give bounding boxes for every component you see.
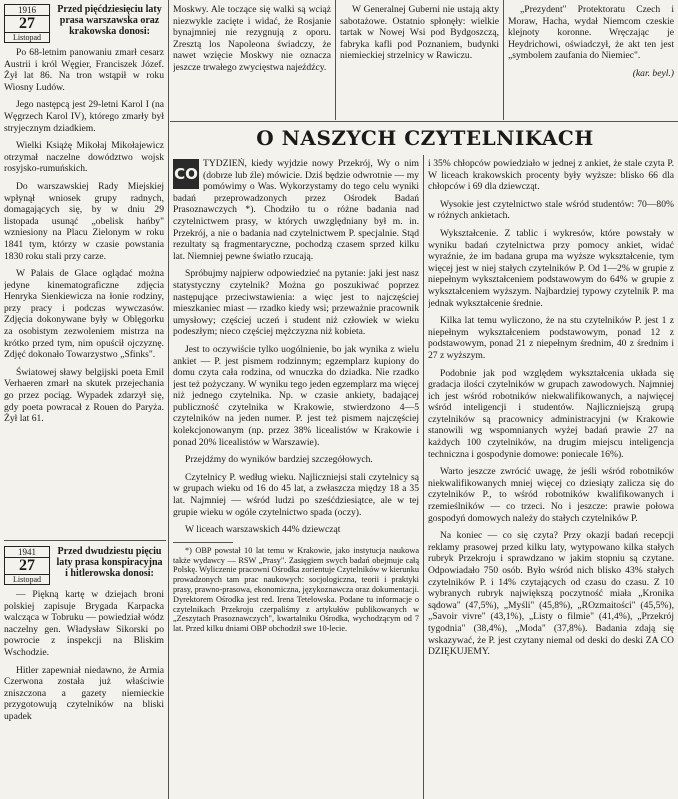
box-heading: Przed pięćdziesięciu laty prasa warszawska oraz krakowska donosi: — [57, 4, 162, 37]
article-paragraph: Warto jeszcze zwrócić uwagę, że jeśli wśród robotników niekwalifikowanych mniej więcej co dziesiąty zalicza się do czytelników P., to wśród robotników kwalifikowanych i rzemieślników — co trzeci. No i jeszcze: prawie połowa gospodyń domowych należy do stałych czytelników P. — [428, 466, 674, 524]
article-paragraph: Jest to oczywiście tylko uogólnienie, bo jak wynika z wielu ankiet — P. jest pismem rodzinnym; egzemplarz kupiony do domu czyta cała rodzina, od wnuczka do dziadka. Nie rzadko jest też pożyczany. W wyniku tego jeden egzemplarz ma więcej niż jednego czytelnika. Np. w czasie ankiety, badającej publiczność czytelnika w Krakowie, stwierdzono 4—5 czytelników na jeden numer. P. jest też pismem najczęściej kolekcjonowanym (np. przez 38% licealistów w Krakowie i ponad 20% licealistów w Warszawie). — [173, 343, 419, 448]
top-section-rule — [170, 121, 678, 122]
top-column-4 — [508, 4, 674, 118]
article-column-right — [428, 158, 674, 798]
date-box — [4, 546, 50, 585]
news-item: Światowej sławy belgijski poeta Emil Verhaeren zmarł na skutek przejechania go przez pociąg. Wypadek zdarzył się, gdy poeta powracał z Rouen do Paryża. Żył lat 61. — [4, 366, 164, 425]
article-title: O NASZYCH CZYTELNIKACH — [256, 126, 594, 150]
box-rule — [4, 540, 166, 541]
news-item: Jego następcą jest 29-letni Karol I (na Węgrzech Karol IV), którego zmarły był stryjecznym dziadkiem. — [4, 99, 164, 134]
column-1941-news — [4, 546, 164, 796]
news-item: W Palais de Glace oglądać można jedyne kinematograficzne zdjęcia Henryka Sienkiewicza na łonie rodziny, przy pracy i podczas wywczasów. Zdjęcia dokonywane były w Oblęgorku za osobistym zezwoleniem mistrza na krótko przed tym, nim opuścił ojczyznę. Zdjęć dokonało Towarzystwo „Sfinks". — [4, 268, 164, 361]
date-year: 1941 — [5, 547, 49, 558]
history-box-1916 — [4, 4, 164, 47]
top-column-3 — [340, 4, 499, 118]
article-paragraph: Podobnie jak pod względem wykształcenia układa się gradacja ilości czytelników w grupach zawodowych. Najmniej ich jest wśród robotników niekwalifikowanych, a najwięcej wśród inteligencji i studentów. Najliczniejszą grupą czytelników są pracownicy administracyjni (w Krakowie stanowili wg wspomnianych wyżej badań prawie 27 na każdych 100 czytelników, na drugim miejscu inteligencja techniczna i gospodynie domowe: poniecale 16%). — [428, 367, 674, 460]
column-rule-1 — [168, 0, 169, 799]
article-paragraph: Wykształcenie. Z tablic i wykresów, które powstały w wyniku badań czytelnictwa przy pomocy ankiet, widać wyraźnie, że im badana grupa ma wyższe wykształcenie, tym więcej jest w niej stałych czytelników P. Od 1—2% w grupie z niepełnym wykształceniem podstawowym do 64% w grupie z wykształceniem wyższym. Najbardziej typowy czytelnik P. ma jednak wykształcenie średnie. — [428, 227, 674, 309]
news-item: Hitler zapewniał niedawno, że Armia Czerwona została już właściwie zniszczona a gazety niemieckie przygotowują czytelników na bliski upadek — [4, 664, 164, 722]
column-rule-3 — [503, 0, 504, 120]
news-item: — Piękną kartę w dziejach broni polskiej zapisuje Brygada Karpacka walcząca w Tobruku — powiedział wódz naczelny gen. Władysław Sikorski po powrocie z inspekcji na Bliskim Wschodzie. — [4, 589, 164, 658]
footnote-rule — [173, 542, 233, 543]
box-heading: Przed dwudziestu pięciu laty prasa konspiracyjna i hitlerowska donosi: — [56, 546, 163, 579]
article-paragraph: Czytelnicy P. według wieku. Najliczniejsi stali czytelnicy są w grupach wieku od 16 do 45 lat, a zwłaszcza między 18 a 35 lat. Najmniej — wśród ludzi po sześćdziesiątce, ale w tej grupie wieku w ogóle czytelnictwo spada (oczy). — [173, 471, 419, 518]
date-year: 1916 — [5, 5, 49, 16]
news-item: Wielki Książę Mikołaj Mikołajewicz otrzymał naczelne dowództwo wojsk rosyjsko-rumuńskich. — [4, 140, 164, 175]
history-box-1941 — [4, 546, 164, 589]
date-month: Listopad — [5, 574, 49, 584]
article-paragraph: Wysokie jest czytelnictwo stale wśród studentów: 70—80% w różnych ankietach. — [428, 198, 674, 222]
article-paragraph: i 35% chłopców powiedziało w jednej z ankiet, że stale czyta P. W liceach krakowskich procenty były wyższe: blisko 66 dla chłopców i 69 dla dziewcząt. — [428, 158, 674, 193]
top-column-2 — [173, 4, 331, 118]
column-rule-2 — [335, 0, 336, 120]
article-paragraph: Kilka lat temu wyliczono, że na stu czytelników P. jest 1 z niepełnym wykształceniem podstawowym, ponad 12 z podstawowym, ponad 21 z niepełnym średnim, 40 z średnim i 27 z wyższym. — [428, 315, 674, 361]
column-1925-news — [4, 4, 164, 538]
date-day: 27 — [19, 557, 35, 574]
news-item: Po 68-letnim panowaniu zmarł cesarz Austrii i król Węgier, Franciszek Józef. Żył lat 86. Na tron wstąpił w roku Wiosny Ludów. — [4, 47, 164, 93]
news-item: W Generalnej Guberni nie ustają akty sabotażowe. Ostatnio spłonęły: wielkie tartak w Nowej Wsi pod Bydgoszczą, fabryka kafli pod Poznaniem, budynki niemieckiej strzelnicy w Rawiczu. — [340, 4, 499, 62]
date-box — [4, 4, 50, 43]
author-signature: (kar. beyl.) — [632, 67, 674, 79]
date-day: 27 — [19, 15, 35, 32]
news-item: Do warszawskiej Rady Miejskiej wpłynął wniosek grupy radnych, domagających się, by w dniu 29 listopada usunąć „obelisk hańby" wzniesiony na Placu Zielonym w roku 1841 tym, którzy w czasie powstania 1830 roku stali przy carze. — [4, 180, 164, 262]
article-paragraph: Na koniec — co się czyta? Przy okazji badań recepcji reklamy prasowej przed kilku laty, wytypowano kilka stałych rubryk Przekroju i sprawdzano w jakim stopniu są czytane. Odpowiadało 750 osób. Było wśród nich blisko 43% stałych czytelników P. i 14% czytających od czasu do czasu. Z 10 wybranych rubryk największą poczytność miała „Kronika sądowa" (47,5%), „Myśli" (45,8%), „ROzmaitości" (45,5%), „Savoir vivre" (43,1%), „Listy o filmie" (41,4%), „Przekrój tygodnia" (38,4%), „Moda" (37,8%). Badania zdają się wskazywać, że P. jest czytany niemal od deski do deski ZA CO DZIĘKUJEMY. — [428, 530, 674, 658]
article-paragraph: Przejdźmy do wyników bardziej szczegółowych. — [185, 454, 373, 466]
article-paragraph: Spróbujmy najpierw odpowiedzieć na pytanie: jaki jest nasz statystyczny czytelnik? Można go poszukiwać poprzez następujące przeciwstawienia: a więc jest to najczęściej mieszkaniec miast — rzadko kiedy wsi; przeważnie pracownik umysłowy; częściej uczeń i student niż człowiek w wieku podeszłym; nieco częściej mężczyzna niż kobieta. — [173, 268, 419, 338]
news-item: „Prezydent" Protektoratu Czech i Moraw, Hacha, wydał Niemcom czeskie klejnoty koronne. Wręczając je Heydrichowi, oświadczył, że akt ten jest „symbolem zaufania do Niemiec". — [508, 4, 674, 62]
drop-cap: CO — [173, 159, 199, 189]
news-item: Moskwy. Ale toczące się walki są wciąż niezwykle zacięte i widać, że Rosjanie bynajmniej nie rezygnują z oporu. Zresztą los Napoleona świadczy, że nawet wzięcie Moskwy nie oznacza jeszcze trwałego zwycięstwa najeźdźcy. — [173, 4, 331, 73]
date-month: Listopad — [5, 32, 49, 42]
article-paragraph: W liceach warszawskich 44% dziewcząt — [185, 524, 341, 536]
article-column-left — [173, 158, 419, 798]
article-paragraph: TYDZIEŃ, kiedy wyjdzie nowy Przekrój, Wy o nim (dobrze lub źle) mówicie. Dziś będzie odwrotnie — my pomówimy o Was. Wykorzystamy do tego celu wyniki badań przeprowadzonych przez Ośrodek Badań Prasoznawczych *). Chodziło tu o różne badania nad czytelnictwem prasy, w których uwzględniany był m. in. Przekrój, a nie o badania nad czytelnictwem P. specjalnie. Stąd rezultaty są fragmentaryczne, pochodzą czasem sprzed kilku lat. Niemniej pewne światło rzucają. — [173, 158, 419, 262]
article-column-rule — [423, 155, 424, 799]
footnote: *) OBP powstał 10 lat temu w Krakowie, jako instytucja naukowa także wydawcy — RSW „Prasy". Zasięgiem swych badań obejmuje całą Polskę. Wyliczenie pracowni Ośrodka zorientuje Czytelników w kierunku prowadzonych tam prac naukowych: socjologiczna, teorii i praktyki prasy, prawno-prasowa, ekonomiczna, językoznawcza oraz dokumentacji. Dyrektorem Ośrodka jest red. Irena Tetelowska. Podane tu informacje o czytelnikach Przekroju czerpaliśmy z artykułów publikowanych w „Zeszytach Prasoznawczych", kwartalniku Ośrodka, wychodzącym od 7 lat. Przed kilku dniami OBP obchodził swe 10-lecie. — [173, 545, 419, 634]
